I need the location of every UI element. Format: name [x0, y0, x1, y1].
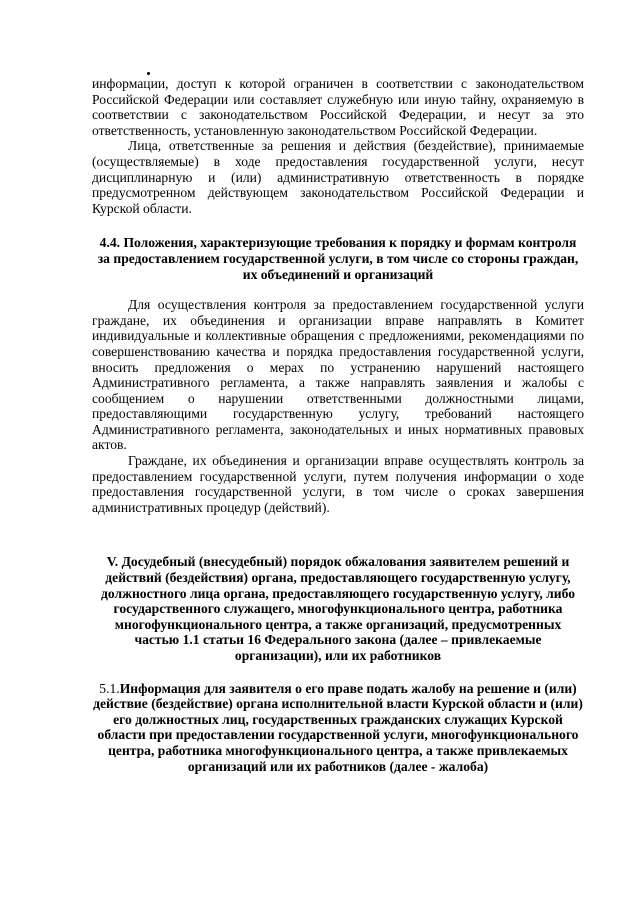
section-4-4-heading: 4.4. Положения, характеризующие требования к порядку и формам контроля за предоставлением государственной услуги, в том числе со стороны граждан, их объединений и организаций — [97, 235, 579, 282]
paragraph-continuation: информации, доступ к которой ограничен в соответствии с законодательством Российской Федерации или составляет служебную или иную тайну, охраняемую в соответствии с законодательством Российской Федерации, и несут за это ответственность, установленную законодательством Российской Федерации. — [92, 76, 584, 138]
document-page — [92, 76, 584, 774]
section-5-1-title: Информация для заявителя о его праве подать жалобу на решение и (или) действие (бездействие) органа исполнительной власти Курской области и (или) его должностных лиц, государственных гражданских служащих Курской области при предоставлении государственной услуги, многофункционального центра, работника многофункционального центра, а также привлекаемых организаций или их работников (далее - жалоба) — [93, 680, 583, 774]
section-V-heading: V. Досудебный (внесудебный) порядок обжалования заявителем решений и действий (бездействия) органа, предоставляющего государственную услугу, должностного лица органа, предоставляющего государственную услугу, либо государственного служащего, многофункционального центра, работника многофункционального центра, а также организаций, предусмотренных частью 1.1 статьи 16 Федерального закона (далее – привлекаемые организации), или их работников — [101, 554, 575, 663]
paragraph-responsibility: Лица, ответственные за решения и действия (бездействие), принимаемые (осуществляемые) в ходе предоставления государственной услуги, несут дисциплинарную и (или) административную ответственность в порядке предусмотренном действующем законодательством Российской Федерации и Курской области. — [92, 138, 584, 216]
section-4-4-paragraph-1: Для осуществления контроля за предоставлением государственной услуги граждане, их объединения и организации вправе направлять в Комитет индивидуальные и коллективные обращения с предложениями, рекомендациями по совершенствованию качества и порядка предоставления государственной услуги, вносить предложения о мерах по устранению нарушений настоящего Административного регламента, а также направлять заявления и жалобы с сообщением о нарушении ответственными должностными лицами, предоставляющими государственную услугу, требований настоящего Административного регламента, законодательных и иных нормативных правовых актов. — [92, 297, 584, 453]
section-5-1-heading — [92, 681, 584, 775]
section-4-4-paragraph-2: Граждане, их объединения и организации вправе осуществлять контроль за предоставлением государственной услуги, путем получения информации о ходе предоставления государственной услуги, в том числе о сроках завершения административных процедур (действий). — [92, 453, 584, 515]
section-5-1-number: 5.1. — [99, 680, 120, 696]
bullet-mark — [147, 72, 150, 75]
